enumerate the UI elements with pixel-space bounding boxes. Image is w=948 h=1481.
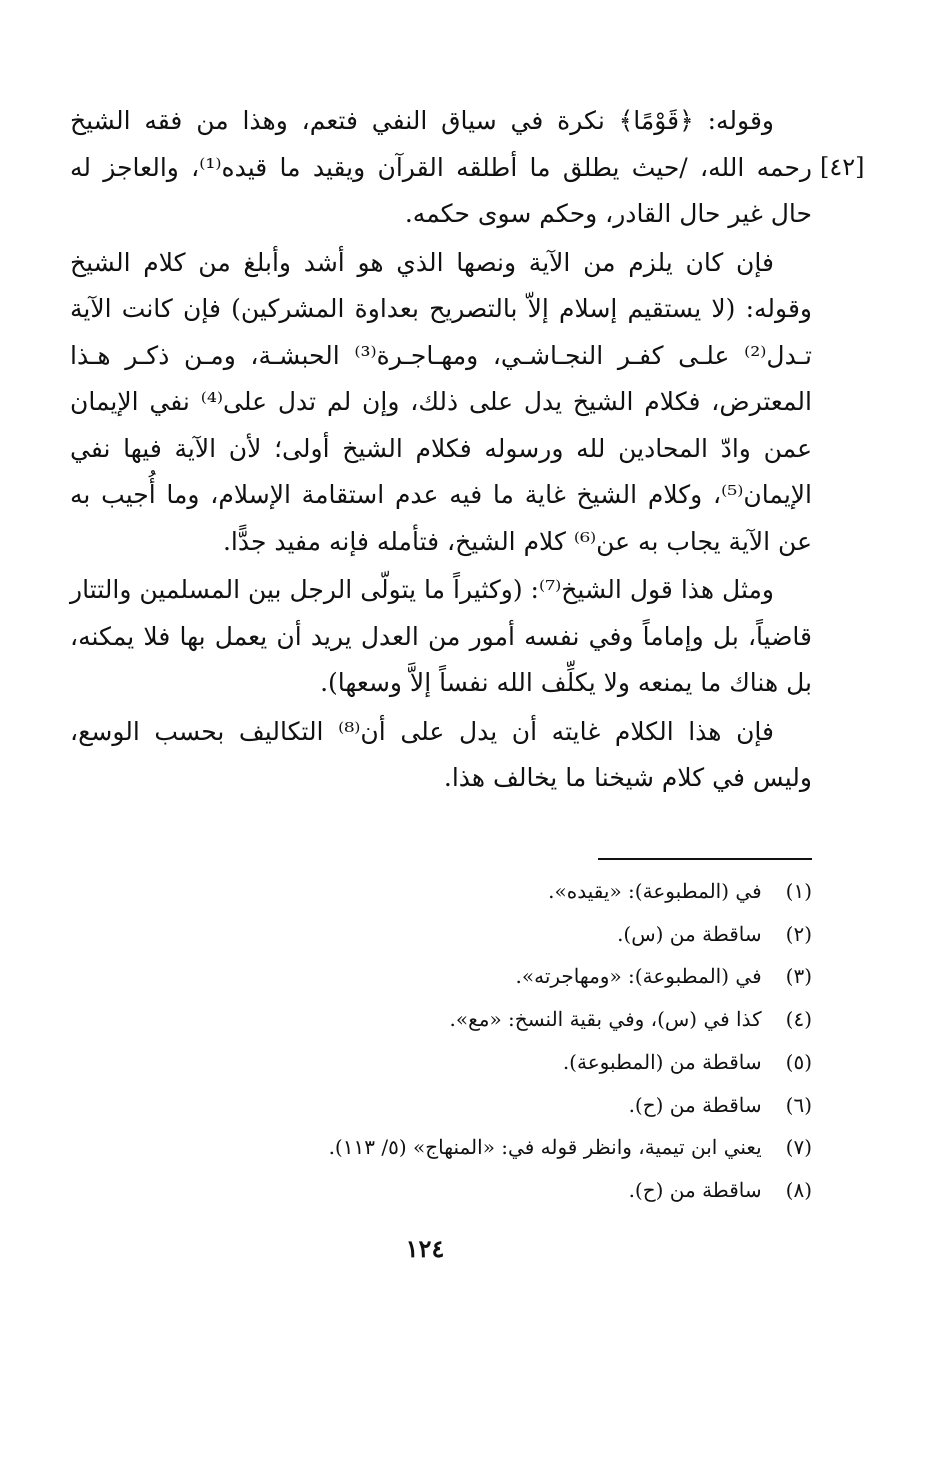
footnote-item (140, 955, 812, 998)
footnote-text: ساقطة من (ح). (628, 1092, 762, 1117)
footnote-text: في (المطبوعة): «ومهاجرته». (515, 964, 762, 989)
footnote-item (140, 870, 812, 913)
paragraph: وقوله: ﴿قَوْمًا﴾ نكرة في سياق النفي فتعم، وهذا من فقه الشيخ رحمه الله، /حيث يطلق ما أطلقه القرآن ويقيد ما قيده⁽¹⁾، والعاجز له حال غير حال القادر، وحكم سوى حكمه. (70, 106, 812, 228)
footnotes-list (140, 870, 812, 1212)
footnote-text: ساقطة من (المطبوعة). (562, 1049, 762, 1074)
footnote-number: (١) (785, 879, 812, 903)
paragraph: فإن كان يلزم من الآية ونصها الذي هو أشد وأبلغ من كلام الشيخ وقوله: (لا يستقيم إسلام إلاّ بالتصريح بعداوة المشركين) فإن كانت الآية تـدل⁽²⁾ علـى كفـر النجـاشـي، ومهـاجـرة⁽³⁾ الحبشـة، ومـن ذكـر هـذا المعترض، فكلام الشيخ يدل على ذلك، وإن لم تدل على⁽⁴⁾ نفي الإيمان عمن وادّ المحادين لله ورسوله فكلام الشيخ أولى؛ لأن الآية فيها نفي الإيمان⁽⁵⁾، وكلام الشيخ غاية ما فيه عدم استقامة الإسلام، وما أُجيب به عن الآية يجاب به عن⁽⁶⁾ كلام الشيخ، فتأمله فإنه مفيد جدًّا. (70, 247, 812, 556)
footnote-text: في (المطبوعة): «يقيده». (548, 879, 762, 903)
footnote-number: (٦) (785, 1092, 812, 1117)
footnote-text: يعني ابن تيمية، وانظر قوله في: «المنهاج» (٥/ ١١٣). (328, 1135, 762, 1160)
footnote-number: (٨) (785, 1177, 812, 1202)
footnote-text: ساقطة من (س). (617, 921, 762, 946)
manuscript-page-marker: [٤٢] (820, 153, 865, 181)
footnote-text: كذا في (س)، وفي بقية النسخ: «مع». (449, 1007, 762, 1032)
page-number: ١٢٤ (405, 1234, 445, 1263)
footnote-item (140, 998, 812, 1041)
footnote-item (140, 1041, 812, 1084)
footnote-item (140, 1084, 812, 1127)
footnote-text: ساقطة من (ح). (628, 1177, 762, 1202)
footnote-item (140, 1126, 812, 1169)
footnote-number: (٢) (785, 921, 812, 946)
main-text (70, 98, 812, 802)
footnote-divider (598, 858, 812, 860)
footnote-number: (٤) (785, 1007, 812, 1032)
footnote-number: (٧) (785, 1135, 812, 1160)
footnote-item (140, 913, 812, 956)
paragraph: ومثل هذا قول الشيخ⁽⁷⁾: (وكثيراً ما يتولّى الرجل بين المسلمين والتتار قاضياً، بل وإماماً وفي نفسه أمور من العدل يريد أن يعمل بها فلا يمكنه، بل هناك ما يمنعه ولا يكلِّف الله نفساً إلاَّ وسعها). (70, 575, 812, 697)
footnote-item (140, 1169, 812, 1212)
footnote-number: (٥) (785, 1049, 812, 1074)
footnote-number: (٣) (785, 964, 812, 989)
paragraph: فإن هذا الكلام غايته أن يدل على أن⁽⁸⁾ التكاليف بحسب الوسع، وليس في كلام شيخنا ما يخالف هذا. (70, 716, 812, 792)
